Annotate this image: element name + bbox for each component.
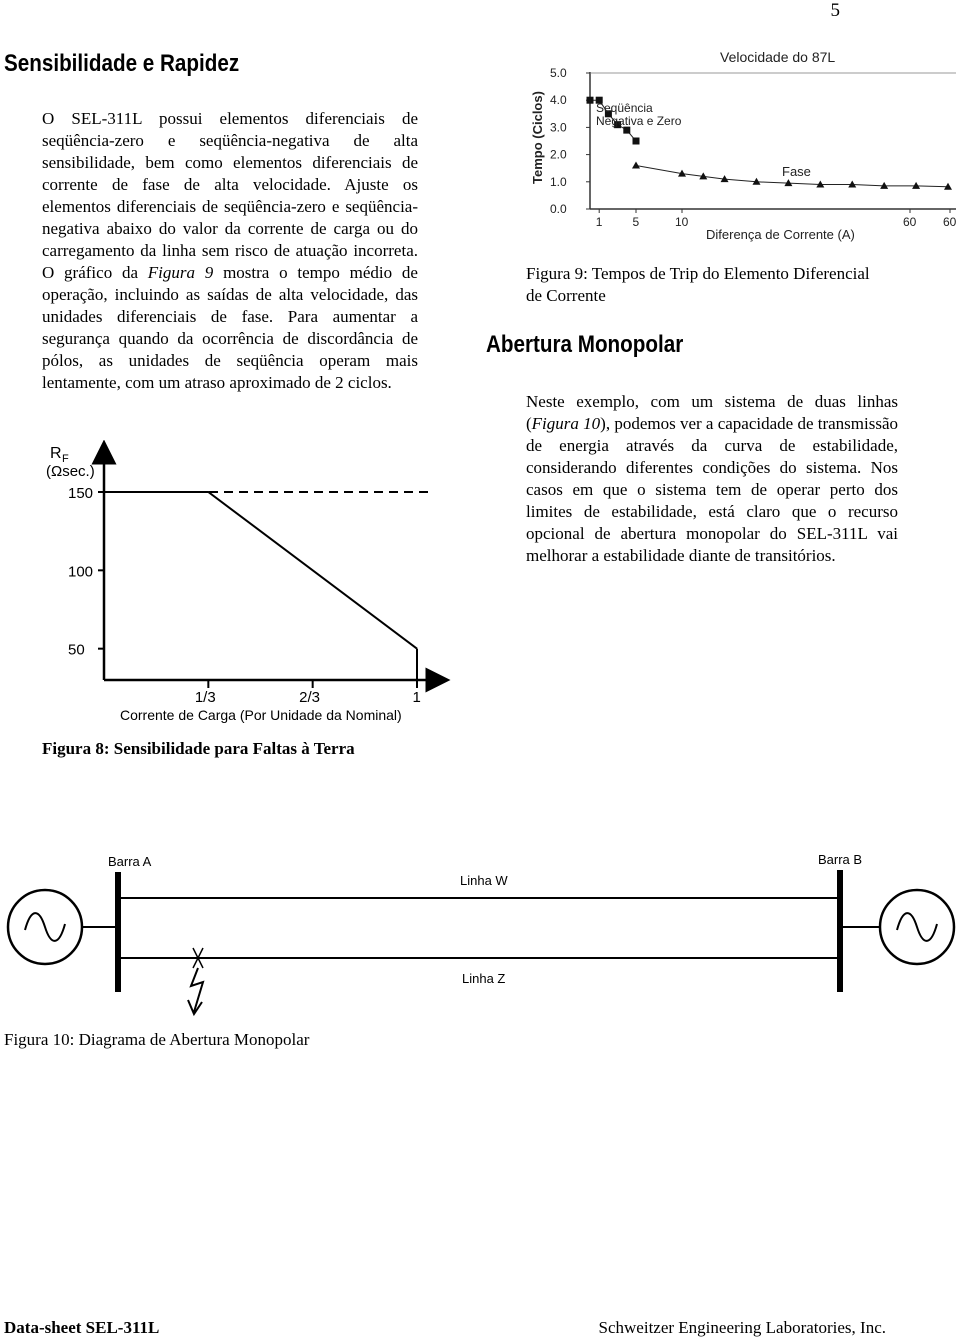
y-tick-label: 2.0 — [550, 147, 567, 162]
x-tick-label: 10 — [675, 215, 689, 229]
x-tick-label: 60 — [903, 215, 917, 229]
y-tick-label: 150 — [68, 485, 94, 502]
footer-left: Data-sheet SEL-311L — [4, 1318, 160, 1337]
line-w-label: Linha W — [460, 873, 508, 888]
generator-b-icon — [880, 890, 954, 964]
figure-9-caption: Figura 9: Tempos de Trip do Elemento Diferencial de Corrente — [526, 264, 870, 305]
x-tick-label: 1/3 — [194, 689, 216, 706]
x-tick-label: 1 — [595, 215, 603, 229]
paragraph-text: O SEL-311L possui elementos diferenciais de seqüência-zero e seqüência-negativa de alta sensibilidade, bem como elementos diferenciais de corrente de fase de alta velocidade. Ajuste os elementos diferenciais de seqüência-zero e seqüência-negativa abaixo do valor da corrente de carga ou do carregamento da linha sem risco de atuação incorreta. O gráfico da — [42, 109, 418, 282]
figure-10-diagram — [0, 840, 960, 1020]
bus-bar-b — [837, 870, 843, 992]
paragraph-text: Neste exemplo, com um sistema de duas linhas ( — [526, 392, 898, 433]
figure-10-caption: Figura 10: Diagrama de Abertura Monopolar — [4, 1030, 310, 1049]
y-tick-label: 5.0 — [550, 66, 567, 80]
page-number: 5 — [830, 0, 840, 21]
y-tick-label: 100 — [68, 563, 94, 581]
figure-9-chart — [520, 44, 960, 249]
y-axis-label-sub: F — [62, 453, 69, 465]
figure-8-chart — [40, 440, 460, 725]
x-axis-label: Corrente de Carga (Por Unidade da Nominal) — [120, 707, 402, 723]
series-seq-label-2: Negativa e Zero — [596, 114, 682, 128]
seq-point — [587, 97, 594, 104]
figure-reference: Figura 9 — [147, 263, 214, 282]
generator-a-icon — [8, 890, 82, 964]
section-title-sensibilidade: Sensibilidade e Rapidez — [4, 50, 240, 77]
figure-8-caption: Figura 8: Sensibilidade para Faltas à Terra — [42, 739, 355, 758]
paragraph-text: ), podemos ver a capacidade de transmissão de energia através da curva de estabilidade, considerando diferentes condições do sistema. Nos casos em que o sistema tem de operar perto dos limites de estabilidade, está claro que o recurso opcional de abertura monopolar do SEL-311L vai melhorar a estabilidade diante de transitórios. — [526, 414, 899, 565]
y-tick-label: 1.0 — [550, 174, 567, 189]
y-axis-label: Tempo (Ciclos) — [530, 91, 545, 184]
y-tick-label: 50 — [68, 641, 85, 659]
bus-bar-a — [115, 872, 121, 992]
series-fase-label: Fase — [782, 164, 811, 179]
y-axis-unit: (Ωsec.) — [46, 463, 95, 480]
sensitivity-curve — [104, 492, 417, 649]
y-tick-label: 3.0 — [550, 120, 567, 135]
line-z-label: Linha Z — [462, 971, 506, 986]
x-tick-label: 2/3 — [299, 689, 321, 706]
paragraph-text: mostra o tempo médio de operação, incluindo as saídas de alta velocidade, das unidades diferenciais de fase. Para aumentar a segurança quando da ocorrência de discordância de pólos, as unidades de seqüência operam mais lentamente, com um atraso aproximado de 2 ciclos. — [42, 263, 418, 392]
footer-right: Schweitzer Engineering Laboratories, Inc. — [598, 1318, 886, 1337]
figure-reference: Figura 10 — [531, 414, 601, 433]
seq-point — [633, 138, 640, 145]
section-paragraph-sensibilidade — [42, 108, 418, 394]
bus-b-label: Barra B — [818, 852, 863, 867]
x-tick-label: 60 — [943, 215, 957, 229]
y-axis-label: R — [50, 445, 62, 462]
y-tick-label: 0.0 — [550, 202, 567, 216]
series-seq-label: Seqüência — [596, 101, 653, 115]
x-tick-label: 5 — [632, 215, 640, 229]
x-tick-label: 1 — [412, 689, 421, 706]
section-title-abertura: Abertura Monopolar — [486, 331, 684, 358]
y-tick-label: 4.0 — [550, 93, 567, 108]
bus-a-label: Barra A — [108, 854, 152, 869]
chart-title: Velocidade do 87L — [720, 49, 836, 65]
x-axis-label: Diferença de Corrente (A) — [706, 227, 855, 242]
section-paragraph-abertura — [526, 391, 898, 567]
